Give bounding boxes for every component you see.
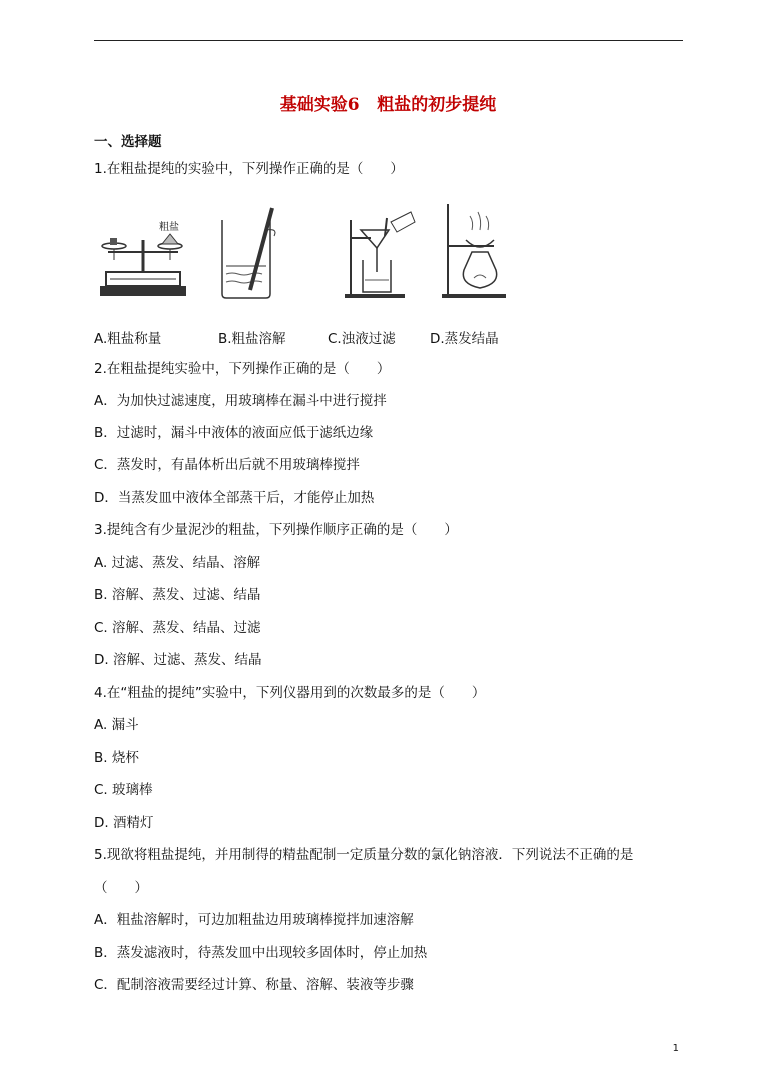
- q4-stem: 4.在“粗盐的提纯”实验中，下列仪器用到的次数最多的是（ ）: [94, 685, 486, 701]
- q5-stem-cont: （ ）: [94, 880, 148, 896]
- evaporation-figure: [434, 200, 514, 302]
- q3-stem: 3.提纯含有少量泥沙的粗盐，下列操作顺序正确的是（ ）: [94, 522, 458, 538]
- q1-option-b: B.粗盐溶解: [218, 331, 286, 347]
- q5-stem: 5.现欲将粗盐提纯，并用制得的精盐配制一定质量分数的氯化钠溶液．下列说法不正确的是: [94, 847, 634, 863]
- q1-figures: [94, 200, 514, 302]
- q2-option-b: B．过滤时，漏斗中液体的液面应低于滤纸边缘: [94, 425, 374, 441]
- q4-option-a: A. 漏斗: [94, 717, 139, 733]
- q3-option-a: A. 过滤、蒸发、结晶、溶解: [94, 555, 261, 571]
- page-number: 1: [672, 1043, 679, 1054]
- q4-option-d: D. 酒精灯: [94, 815, 154, 831]
- q1-option-c: C.浊液过滤: [328, 331, 396, 347]
- q1-stem: 1.在粗盐提纯的实验中，下列操作正确的是（ ）: [94, 161, 404, 177]
- header-rule: [94, 40, 683, 41]
- q5-option-a: A．粗盐溶解时，可边加粗盐边用玻璃棒搅拌加速溶解: [94, 912, 414, 928]
- q2-option-a: A．为加快过滤速度，用玻璃棒在漏斗中进行搅拌: [94, 393, 387, 409]
- q1-option-d: D.蒸发结晶: [430, 331, 499, 347]
- q3-option-b: B. 溶解、蒸发、过滤、结晶: [94, 587, 261, 603]
- q4-option-b: B. 烧杯: [94, 750, 139, 766]
- page-title: 基础实验6 粗盐的初步提纯: [279, 95, 497, 115]
- q5-option-c: C．配制溶液需要经过计算、称量、溶解、装液等步骤: [94, 977, 414, 993]
- q1-option-a: A.粗盐称量: [94, 331, 162, 347]
- balance-figure: [94, 200, 194, 302]
- q4-option-c: C. 玻璃棒: [94, 782, 153, 798]
- q3-option-d: D. 溶解、过滤、蒸发、结晶: [94, 652, 262, 668]
- crude-salt-label: 粗盐: [159, 222, 179, 233]
- q5-option-b: B．蒸发滤液时，待蒸发皿中出现较多固体时，停止加热: [94, 945, 428, 961]
- q3-option-c: C. 溶解、蒸发、结晶、过滤: [94, 620, 261, 636]
- dissolve-figure: [214, 200, 284, 302]
- section-heading: 一、选择题: [94, 134, 162, 150]
- q2-stem: 2.在粗盐提纯实验中，下列操作正确的是（ ）: [94, 361, 391, 377]
- q2-option-d: D．当蒸发皿中液体全部蒸干后，才能停止加热: [94, 490, 375, 506]
- q2-option-c: C．蒸发时，有晶体析出后就不用玻璃棒搅拌: [94, 457, 360, 473]
- filtration-figure: [339, 200, 419, 302]
